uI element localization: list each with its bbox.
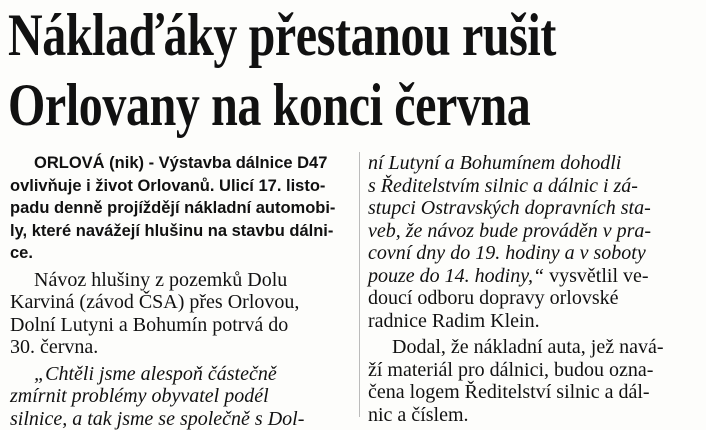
- lead-line: ce.: [10, 242, 358, 265]
- quote-continuation: [368, 152, 702, 332]
- final-paragraph: [368, 336, 702, 426]
- left-column: [10, 152, 358, 430]
- lead-line: padu denně projíždějí nákladní automobi-: [10, 197, 358, 220]
- quote-line: stupci Ostravských dopravních sta-: [368, 197, 702, 220]
- quote-line: silnice, a tak jsme se společně s Dol-: [10, 408, 358, 430]
- body-line: Návoz hlušiny z pozemků Dolu: [10, 269, 358, 292]
- quote-line: zmírnit problémy obyvatel podél: [10, 385, 358, 408]
- body-line: čena logem Ředitelství silnic a dál-: [368, 381, 702, 404]
- lead-line: ly, které navážejí hlušinu na stavbu dálni-: [10, 220, 358, 243]
- body-line: Dodal, že nákladní auta, jež navá-: [368, 336, 702, 359]
- headline: [8, 0, 562, 140]
- lead-line: ovlivňuje i život Orlovanů. Ulicí 17. listo-: [10, 175, 358, 198]
- paragraph-2: [10, 269, 358, 359]
- lead-paragraph: [10, 152, 358, 265]
- quote-end-line: [368, 265, 702, 288]
- quote-line: veb, že návoz bude prováděn v pra-: [368, 220, 702, 243]
- quote-line: pouze do 14. hodiny,“: [368, 265, 544, 287]
- column-divider: [359, 152, 360, 417]
- headline-line-1: Náklaďáky přestanou rušit: [8, 0, 562, 70]
- attribution-line: doucí odboru dopravy orlovské: [368, 287, 702, 310]
- quote-line: s Ředitelstvím silnic a dálnic i zá-: [368, 175, 702, 198]
- quote-line: „Chtěli jsme alespoň částečně: [10, 363, 358, 386]
- body-line: 30. června.: [10, 336, 358, 359]
- attribution-start: vysvětlil ve-: [544, 265, 648, 287]
- body-line: nic a číslem.: [368, 404, 702, 427]
- quote-line: covní dny do 19. hodiny a v soboty: [368, 242, 702, 265]
- lead-line: ORLOVÁ (nik) - Výstavba dálnice D47: [10, 152, 358, 175]
- right-column: [368, 152, 702, 426]
- quote-start: [10, 363, 358, 430]
- body-line: ží materiál pro dálnici, budou ozna-: [368, 359, 702, 382]
- quote-line: ní Lutyní a Bohumínem dohodli: [368, 152, 702, 175]
- body-line: Karviná (závod ČSA) přes Orlovou,: [10, 291, 358, 314]
- attribution-line: radnice Radim Klein.: [368, 310, 702, 333]
- body-line: Dolní Lutyni a Bohumín potrvá do: [10, 314, 358, 337]
- headline-line-2: Orlovany na konci června: [8, 70, 562, 140]
